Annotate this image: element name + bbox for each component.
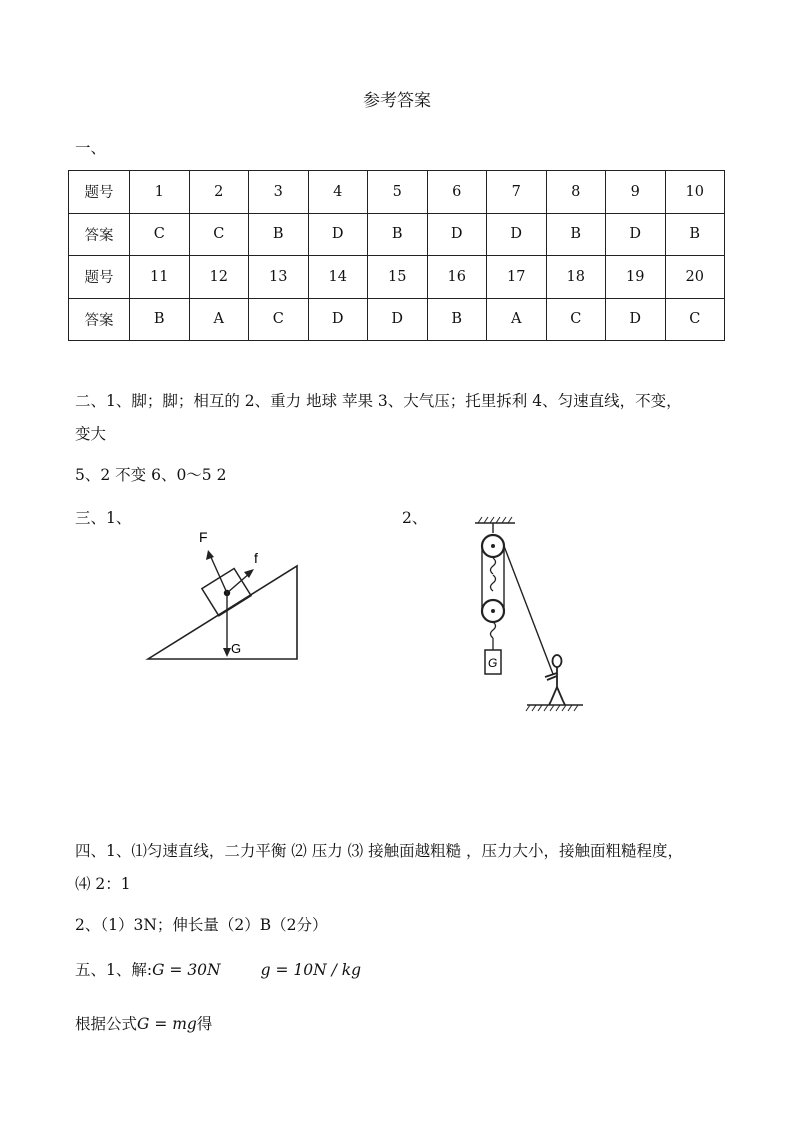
section-3-label: 三、1、 [75,509,132,527]
table-cell: C [665,298,725,341]
table-cell: C [189,213,249,256]
section-3-label-2: 2、 [402,509,428,527]
row-header: 答案 [69,298,130,341]
table-cell: 12 [189,256,249,299]
table-cell: D [308,213,368,256]
table-cell: D [606,298,666,341]
equation-g: g = 10N / kg [260,961,362,979]
table-cell: 20 [665,256,725,299]
table-cell: 7 [487,171,547,214]
table-cell: B [249,213,309,256]
table-cell: D [368,298,428,341]
row-header: 题号 [69,171,130,214]
formula-prefix: 根据公式 [75,1015,138,1033]
label-G: G [231,641,242,656]
label-F: F [199,529,208,545]
table-cell: A [189,298,249,341]
formula: G = mg [137,1015,197,1033]
table-cell: 17 [487,256,547,299]
table-row [69,171,725,214]
formula-suffix: 得 [196,1015,213,1033]
table-cell: B [427,298,487,341]
table-cell: 3 [249,171,309,214]
section-2-line-3: 5、2 不变 6、0～5 2 [75,466,227,484]
section-2-line-1: 二、1、脚；脚；相互的 2、重力 地球 苹果 3、大气压；托里拆利 4、匀速直线，不变， [75,392,682,410]
table-cell: 1 [130,171,190,214]
table-cell: B [546,213,606,256]
table-cell: 2 [189,171,249,214]
table-cell: 6 [427,171,487,214]
table-cell: A [487,298,547,341]
section-5-prefix: 五、1、解: [75,961,153,979]
table-cell: 15 [368,256,428,299]
pull-rope [504,546,553,674]
table-cell: 14 [308,256,368,299]
section-5-line-2 [75,1012,212,1034]
row-header: 答案 [69,213,130,256]
table-cell: 16 [427,256,487,299]
table-cell: 10 [665,171,725,214]
label-f: f [254,550,258,566]
row-header: 题号 [69,256,130,299]
table-cell: D [487,213,547,256]
table-cell: D [427,213,487,256]
table-row [69,298,725,341]
table-cell: B [130,298,190,341]
section-4-line-2: ⑷ 2：1 [75,875,131,893]
table-cell: B [665,213,725,256]
section-4-line-1: 四、1、⑴匀速直线，二力平衡 ⑵ 压力 ⑶ 接触面越粗糙 ，压力大小，接触面粗糙程度， [75,842,683,860]
table-cell: D [308,298,368,341]
incline-triangle [148,566,297,659]
pulley-diagram [465,515,590,715]
answer-table [68,170,725,341]
section-4-line-3: 2、（1）3N；伸长量（2）B（2分） [75,916,328,934]
section-1-label: 一、 [75,139,107,157]
table-cell: 5 [368,171,428,214]
table-cell: 8 [546,171,606,214]
table-cell: C [546,298,606,341]
weight-label-G: G [488,656,498,670]
table-cell: C [249,298,309,341]
table-cell: 4 [308,171,368,214]
section-2-line-2: 变大 [75,425,107,443]
table-cell: 13 [249,256,309,299]
section-5-line-1 [75,958,361,980]
table-cell: 18 [546,256,606,299]
table-cell: 11 [130,256,190,299]
table-cell: D [606,213,666,256]
incline-force-diagram [140,520,310,665]
equation-weight: G = 30N [152,961,221,979]
table-cell: 19 [606,256,666,299]
table-cell: B [368,213,428,256]
table-row [69,213,725,256]
page-title: 参考答案 [363,91,431,111]
table-row [69,256,725,299]
table-cell: 9 [606,171,666,214]
table-cell: C [130,213,190,256]
